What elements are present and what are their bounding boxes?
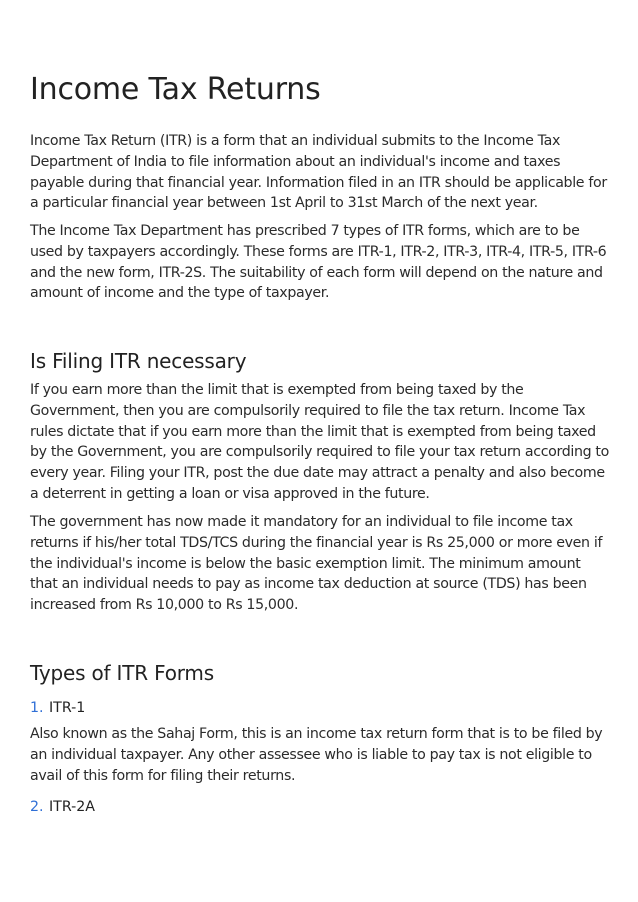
- section-heading-necessary: Is Filing ITR necessary: [30, 349, 247, 373]
- list-number: 1.: [30, 700, 44, 716]
- list-item-itr-2a: [30, 797, 95, 817]
- itr-1-description: Also known as the Sahaj Form, this is an income tax return form that is to be filed by an individual taxpayer. Any other assessee who is liable to pay tax is not eligible to avail of this form for filing their returns.: [30, 726, 603, 784]
- necessary-paragraph-2: The government has now made it mandatory for an individual to file income tax returns if his/her total TDS/TCS during the financial year is Rs 25,000 or more even if the individual's income is below the basic exemption limit. The minimum amount that an individual needs to pay as income tax deduction at source (TDS) has been increased from Rs 10,000 to Rs 15,000.: [30, 514, 603, 614]
- list-item-itr-1: [30, 698, 85, 718]
- intro-paragraph-1: Income Tax Return (ITR) is a form that an individual submits to the Income Tax Department of India to file information about an individual's income and taxes payable during that financial year. Information filed in an ITR should be applicable for a particular financial year between 1st April to 31st March of the next year.: [30, 133, 607, 212]
- list-number: 2.: [30, 799, 44, 815]
- intro-paragraph-2: The Income Tax Department has prescribed 7 types of ITR forms, which are to be used by taxpayers accordingly. These forms are ITR-1, ITR-2, ITR-3, ITR-4, ITR-5, ITR-6 and the new form, ITR-2S. The suitability of each form will depend on the nature and amount of income and the type of taxpayer.: [30, 223, 607, 302]
- list-label: ITR-2A: [49, 799, 95, 815]
- page-title: Income Tax Returns: [30, 72, 321, 107]
- necessary-paragraph-1: If you earn more than the limit that is exempted from being taxed by the Government, then you are compulsorily required to file the tax return. Income Tax rules dictate that if you earn more than the limit that is exempted from being taxed by the Government, you are compulsorily required to file your tax return according to every year. Filing your ITR, post the due date may attract a penalty and also become a deterrent in getting a loan or visa approved in the future.: [30, 382, 609, 502]
- section-heading-types: Types of ITR Forms: [30, 661, 214, 685]
- list-label: ITR-1: [49, 700, 86, 716]
